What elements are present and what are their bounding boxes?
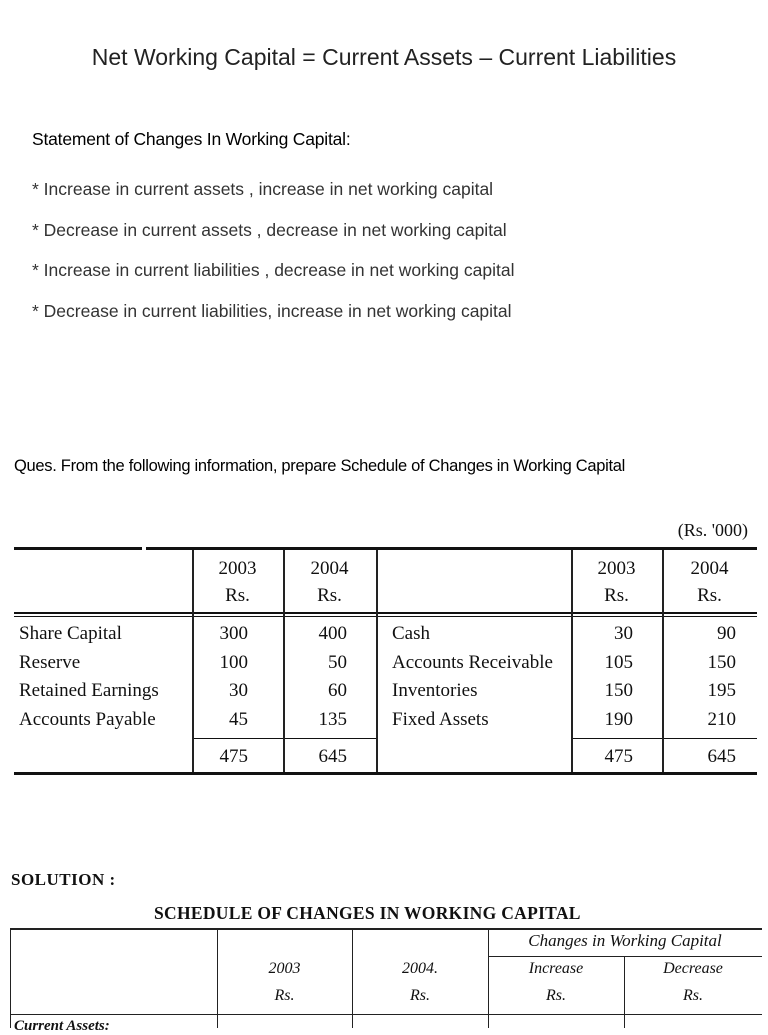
asset-name: Cash [392, 623, 430, 644]
group-header: Changes in Working Capital [528, 931, 722, 950]
liability-2003: 100 [219, 651, 248, 673]
balance-sheet-table [14, 546, 757, 776]
unit-label: (Rs. '000) [677, 520, 748, 540]
header-currency: Rs. [317, 585, 342, 606]
col-currency: Rs. [683, 987, 703, 1004]
table-rule [146, 547, 757, 550]
asset-name: Accounts Receivable [392, 651, 553, 673]
liability-2004: 60 [328, 680, 347, 701]
asset-2003: 150 [604, 680, 633, 701]
statement-title: Statement of Changes In Working Capital: [32, 129, 351, 149]
asset-2003: 30 [614, 623, 633, 644]
table-rule [14, 772, 757, 775]
header-year: 2004 [690, 558, 729, 579]
col-currency: Rs. [410, 987, 430, 1004]
total-assets-2004: 645 [707, 746, 736, 767]
question-text: Ques. From the following information, prepare Schedule of Changes in Working Capital [14, 457, 625, 475]
header-currency: Rs. [697, 585, 722, 606]
rule-item: * Decrease in current assets , decrease in net working capital [32, 219, 507, 240]
liability-name: Retained Earnings [19, 680, 159, 701]
current-assets-label: Current Assets: [14, 1018, 110, 1034]
header-year: 2004 [310, 558, 349, 579]
col-currency: Rs. [274, 987, 295, 1004]
header-currency: Rs. [604, 585, 629, 606]
schedule-table [10, 928, 762, 1034]
liability-2003: 45 [229, 708, 248, 730]
rules-list [32, 176, 514, 338]
table-rule [14, 547, 142, 550]
liability-2004: 50 [328, 651, 347, 673]
header-year: 2003 [597, 558, 636, 579]
asset-2004: 195 [707, 680, 736, 701]
col-increase-header: Increase [528, 960, 584, 977]
header-currency: Rs. [225, 585, 250, 606]
table-rule [10, 1014, 762, 1015]
liability-2004: 135 [318, 708, 347, 730]
table-divider [217, 928, 218, 1028]
col-2003-header: 2003 [268, 960, 301, 977]
rule-item: * Increase in current assets , increase in net working capital [32, 179, 494, 199]
asset-2003: 105 [604, 651, 633, 673]
table-divider [376, 550, 378, 772]
asset-2003: 190 [604, 708, 633, 730]
header-year: 2003 [218, 558, 257, 579]
liability-2003: 300 [219, 623, 248, 644]
rule-item: * Decrease in current liabilities, increase in net working capital [32, 300, 512, 321]
formula-heading: Net Working Capital = Current Assets – Current Liabilities [91, 44, 677, 70]
asset-name: Fixed Assets [392, 708, 489, 730]
table-divider [352, 928, 353, 1028]
asset-2004: 210 [707, 708, 736, 730]
liability-name: Accounts Payable [19, 708, 156, 730]
total-liabilities-2004: 645 [318, 746, 347, 767]
table-rule [571, 738, 757, 739]
table-rule [14, 612, 757, 614]
table-rule [14, 616, 757, 617]
asset-name: Inventories [392, 680, 478, 701]
solution-label: SOLUTION : [11, 870, 116, 889]
asset-2004: 150 [707, 651, 736, 673]
total-assets-2003: 475 [604, 746, 633, 767]
liability-name: Share Capital [19, 623, 122, 644]
table-rule [10, 928, 762, 930]
liability-2003: 30 [229, 680, 248, 701]
col-currency: Rs. [546, 987, 566, 1004]
liability-name: Reserve [19, 651, 81, 673]
rule-item: * Increase in current liabilities , decrease in net working capital [32, 260, 515, 280]
col-decrease-header: Decrease [663, 960, 723, 977]
total-liabilities-2003: 475 [219, 746, 248, 767]
liability-2004: 400 [318, 623, 347, 644]
schedule-title: SCHEDULE OF CHANGES IN WORKING CAPITAL [154, 903, 581, 923]
table-divider [10, 928, 11, 1028]
col-2004-header: 2004. [402, 960, 438, 977]
asset-2004: 90 [717, 623, 736, 644]
